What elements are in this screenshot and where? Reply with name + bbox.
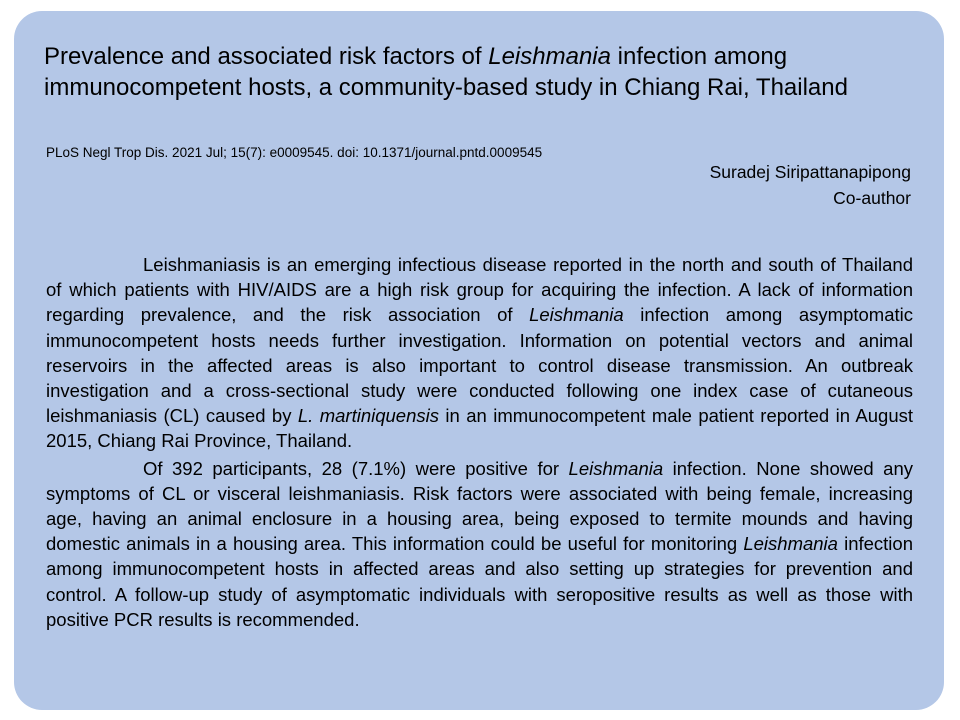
journal-citation: PLoS Negl Trop Dis. 2021 Jul; 15(7): e0009545. doi: 10.1371/journal.pntd.0009545 — [46, 145, 543, 160]
p2-genus-italic-2: Leishmania — [743, 533, 838, 555]
title-text-start: Prevalence and associated risk factors of — [44, 43, 489, 70]
p2-genus-italic-1: Leishmania — [568, 457, 664, 479]
p2-text-2: infection. None showed any symptoms of CL or visceral leishmaniasis. Risk factors were associated with being female, increasing age, having an animal enclosure in a housing area, being exposed to termite mounds and having domestic animals in a housing area. This information could be useful for monitoring — [46, 457, 913, 555]
p1-species-italic: L. martiniquensis — [297, 405, 439, 427]
summary-card — [14, 11, 944, 710]
abstract-body — [46, 252, 913, 632]
author-block — [710, 159, 911, 211]
paragraph-background — [46, 252, 913, 454]
p1-text-3: in an immunocompetent male patient reported in August 2015, Chiang Rai Province, Thailand. — [46, 405, 913, 452]
p1-text-2: infection among asymptomatic immunocompetent hosts needs further investigation. Information on potential vectors and animal reservoirs in the affected areas is also important to control disease transmission. An outbreak investigation and a cross-sectional study were conducted following one index case of cutaneous leishmaniasis (CL) caused by — [46, 304, 913, 427]
paragraph-results — [46, 456, 913, 632]
author-name: Suradej Siripattanapipong — [709, 162, 911, 182]
article-title — [44, 41, 904, 103]
p1-text-1: Leishmaniasis is an emerging infectious disease reported in the north and south of Thailand of which patients with HIV/AIDS are a high risk group for acquiring the infection. A lack of information regarding prevalence, and the risk association of — [46, 254, 913, 326]
author-role: Co-author — [833, 188, 911, 208]
title-genus-italic: Leishmania — [488, 43, 611, 70]
p2-text-1: Of 392 participants, 28 (7.1%) were positive for — [143, 457, 569, 479]
title-text-end: infection among immunocompetent hosts, a community-based study in Chiang Rai, Thailand — [44, 43, 848, 101]
p1-genus-italic: Leishmania — [529, 304, 624, 326]
p2-text-3: infection among immunocompetent hosts in affected areas and also setting up strategies for prevention and control. A follow-up study of asymptomatic individuals with seropositive results as well as those with positive PCR results is recommended. — [46, 533, 913, 630]
